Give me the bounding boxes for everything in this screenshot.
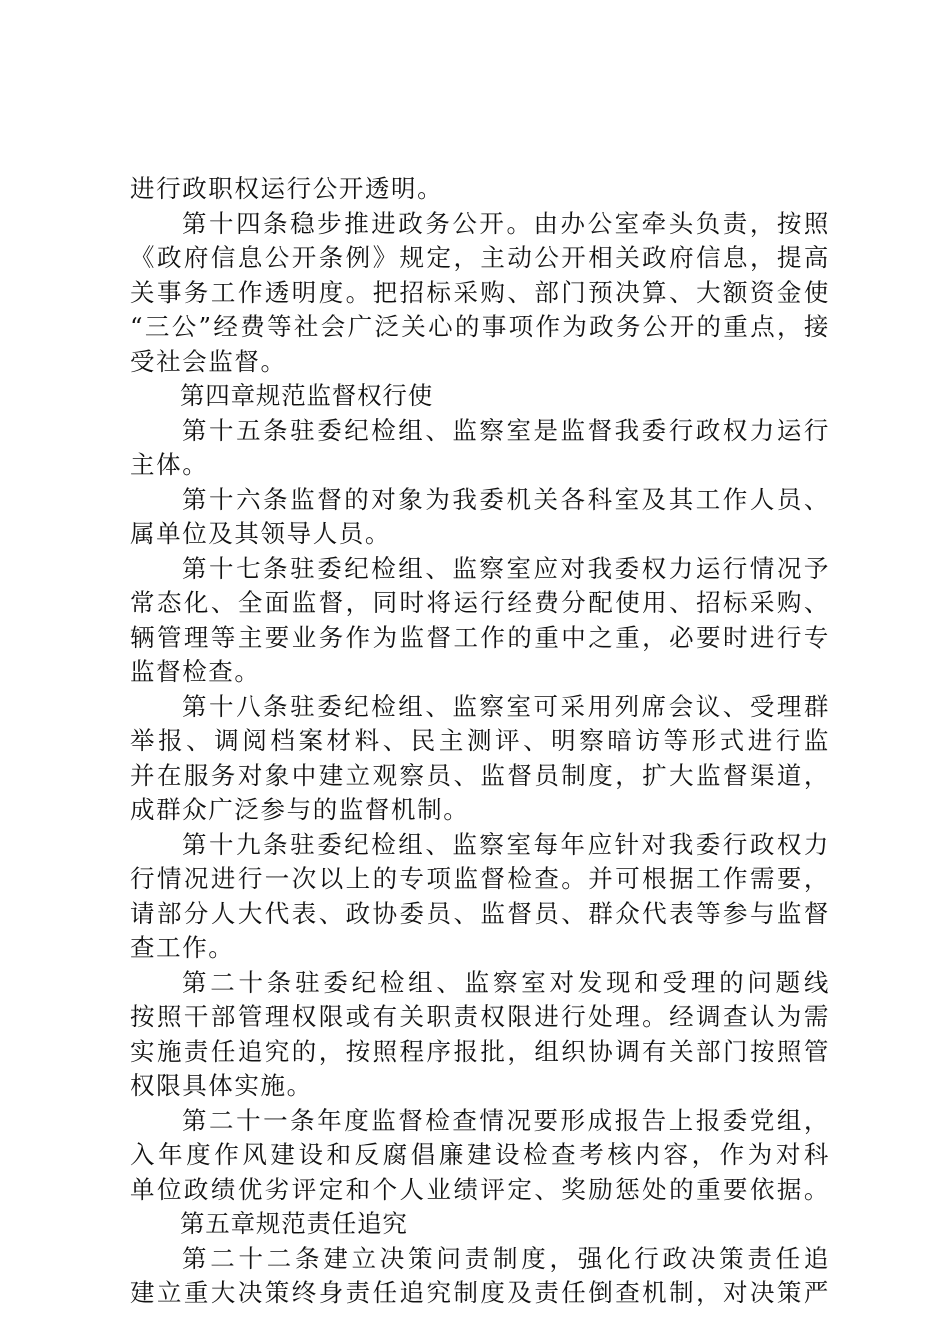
text-line: 举报、调阅档案材料、民主测评、明察暗访等形式进行监	[130, 726, 830, 755]
text-line: 第二十二条建立决策问责制度，强化行政决策责任追	[182, 1243, 830, 1273]
text-line: 关事务工作透明度。把招标采购、部门预决算、大额资金使	[130, 277, 830, 307]
text-line: 并在服务对象中建立观察员、监督员制度，扩大监督渠道，	[130, 760, 830, 790]
text-line: 单位政绩优劣评定和个人业绩评定、奖励惩处的重要依据。	[130, 1174, 830, 1204]
chapter-heading: 第四章规范监督权行使	[180, 381, 433, 410]
text-line: 第十九条驻委纪检组、监察室每年应针对我委行政权力	[182, 829, 830, 859]
text-line: 成群众广泛参与的监督机制。	[130, 795, 470, 824]
text-line: 建立重大决策终身责任追究制度及责任倒查机制，对决策严	[130, 1278, 830, 1307]
document-body	[130, 172, 830, 1311]
text-line: 按照干部管理权限或有关职责权限进行处理。经调查认为需	[130, 1002, 830, 1031]
text-line: 辆管理等主要业务作为监督工作的重中之重，必要时进行专	[130, 622, 830, 652]
text-line: 第二十条驻委纪检组、监察室对发现和受理的问题线	[182, 967, 830, 997]
text-line: 第十六条监督的对象为我委机关各科室及其工作人员、	[182, 484, 830, 514]
text-line: 常态化、全面监督，同时将运行经费分配使用、招标采购、	[130, 588, 830, 617]
text-line: 属单位及其领导人员。	[130, 519, 391, 548]
text-line: 《政府信息公开条例》规定，主动公开相关政府信息，提高	[130, 243, 830, 272]
text-line: 第十五条驻委纪检组、监察室是监督我委行政权力运行	[182, 415, 830, 445]
text-line: 主体。	[130, 450, 209, 479]
text-line: 进行政职权运行公开透明。	[130, 174, 444, 203]
text-line: 监督检查。	[130, 657, 261, 686]
text-line: 请部分人大代表、政协委员、监督员、群众代表等参与监督	[130, 898, 830, 928]
text-line: 权限具体实施。	[130, 1071, 313, 1100]
text-line: 实施责任追究的，按照程序报批，组织协调有关部门按照管	[130, 1036, 830, 1066]
text-line: 查工作。	[130, 933, 235, 962]
text-line: “三公”经费等社会广泛关心的事项作为政务公开的重点，接	[130, 312, 830, 341]
text-line: 第十八条驻委纪检组、监察室可采用列席会议、受理群	[182, 691, 830, 721]
text-line: 受社会监督。	[130, 346, 287, 376]
chapter-heading: 第五章规范责任追究	[180, 1209, 408, 1238]
text-line: 第十四条稳步推进政务公开。由办公室牵头负责，按照	[182, 208, 830, 238]
text-line: 入年度作风建设和反腐倡廉建设检查考核内容，作为对科	[130, 1140, 830, 1169]
text-line: 第二十一条年度监督检查情况要形成报告上报委党组，	[182, 1105, 830, 1135]
text-line: 行情况进行一次以上的专项监督检查。并可根据工作需要，	[130, 864, 830, 893]
text-line: 第十七条驻委纪检组、监察室应对我委权力运行情况予	[182, 553, 830, 583]
